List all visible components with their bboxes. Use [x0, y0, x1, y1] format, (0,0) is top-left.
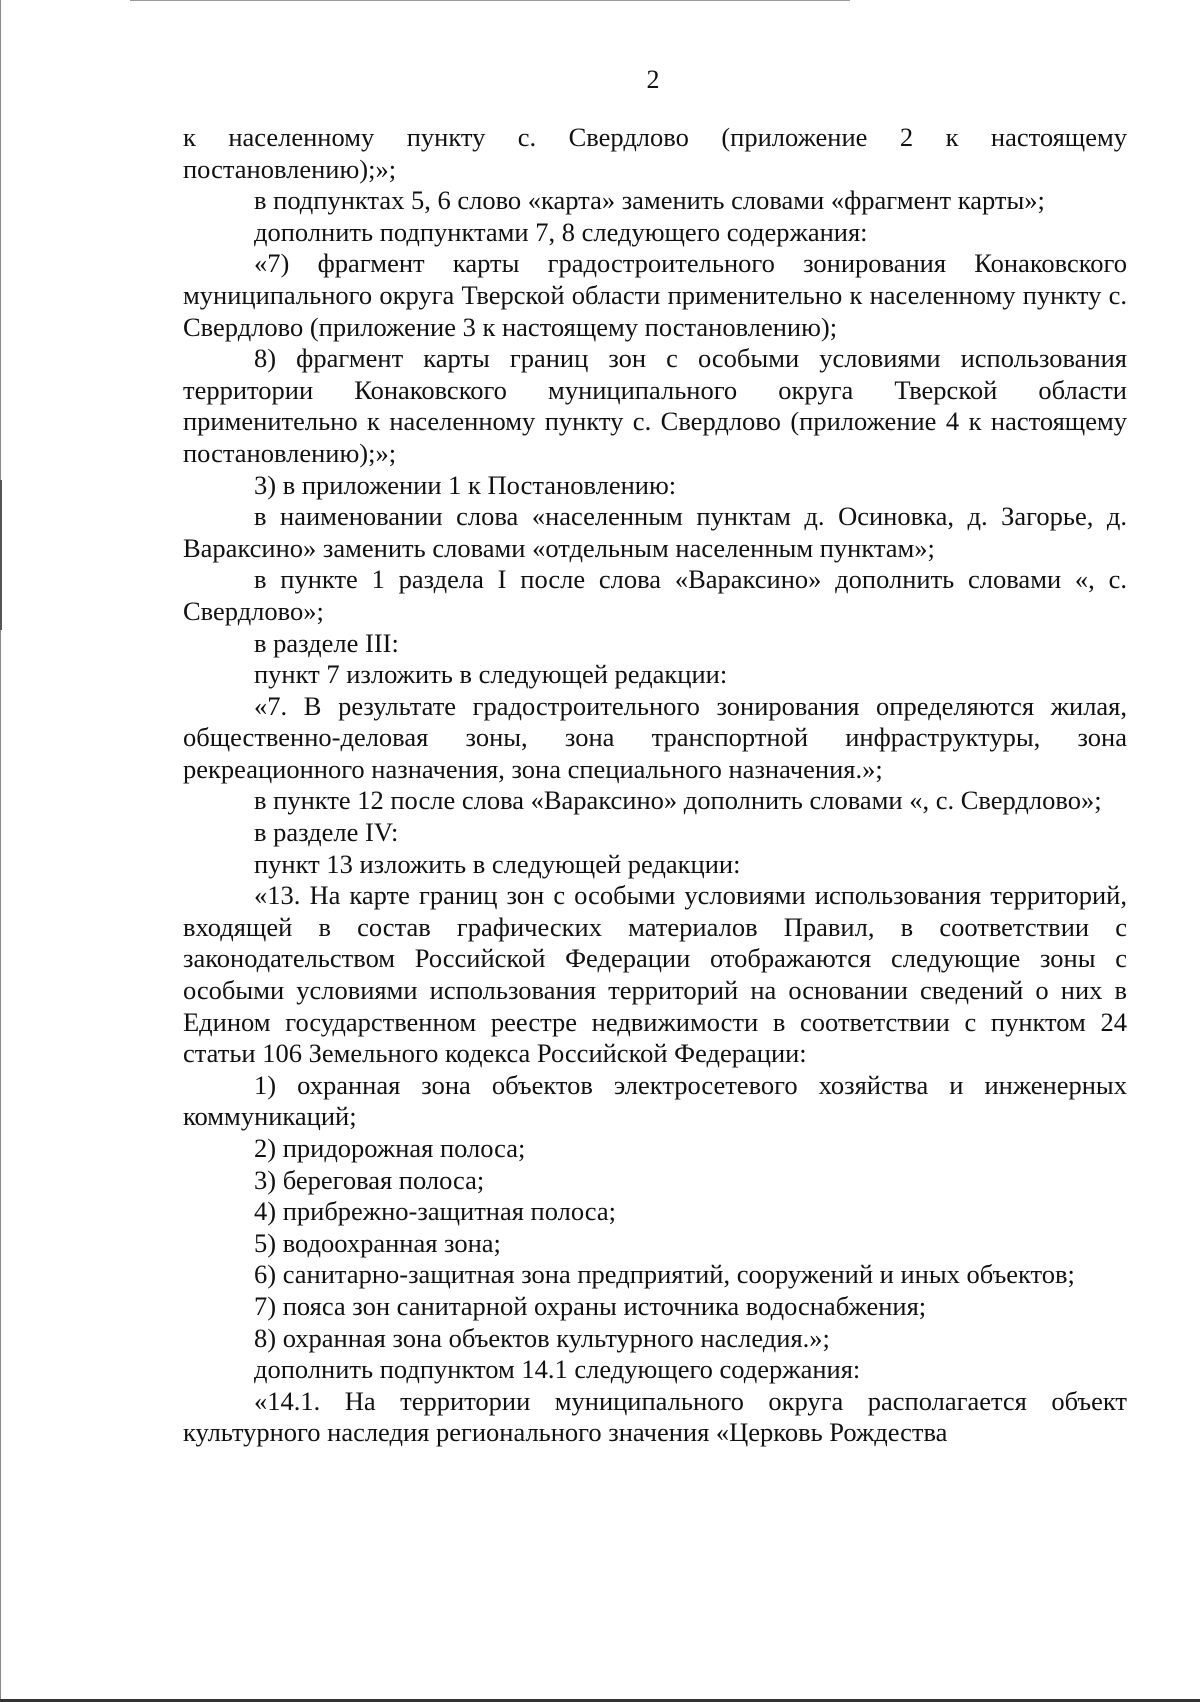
page-number: 2	[646, 65, 660, 94]
paragraph-0: к населенному пункту с. Свердлово (приложение 2 к настоящему постановлению);»;	[183, 122, 1127, 184]
paragraph-4: 8) фрагмент карты границ зон с особыми условиями использования территории Конаковского муниципального округа Тверской области применительно к населенному пункту с. Свердлово (приложение 4 к настоящему постановлению);»;	[183, 343, 1127, 468]
list-item-7: 7) пояса зон санитарной охраны источника водоснабжения;	[254, 1290, 927, 1321]
paragraph-23: дополнить подпунктом 14.1 следующего содержания:	[254, 1354, 861, 1385]
scan-edge-left	[0, 0, 1, 1702]
paragraph-12: в разделе IV:	[254, 817, 399, 848]
paragraph-5: 3) в приложении 1 к Постановлению:	[254, 469, 677, 500]
scan-edge-top	[130, 0, 850, 1]
paragraph-1: в подпунктах 5, 6 слово «карта» заменить словами «фрагмент карты»;	[254, 185, 1045, 216]
paragraph-9: пункт 7 изложить в следующей редакции:	[254, 659, 728, 690]
list-item-5: 5) водоохранная зона;	[254, 1227, 501, 1258]
list-item-1: 1) охранная зона объектов электросетевого хозяйства и инженерных коммуникаций;	[183, 1069, 1127, 1132]
list-item-6: 6) санитарно-защитная зона предприятий, сооружений и иных объектов;	[254, 1259, 1075, 1290]
paragraph-2: дополнить подпунктами 7, 8 следующего содержания:	[254, 216, 868, 247]
list-item-8: 8) охранная зона объектов культурного наследия.»;	[254, 1322, 830, 1353]
paragraph-11: в пункте 12 после слова «Вараксино» дополнить словами «, с. Свердлово»;	[254, 785, 1102, 816]
list-item-4: 4) прибрежно-защитная полоса;	[254, 1196, 616, 1227]
paragraph-24: «14.1. На территории муниципального округа располагается объект культурного наследия регионального значения «Церковь Рождества	[183, 1385, 1127, 1448]
scan-edge-mark	[0, 480, 2, 630]
paragraph-8: в разделе III:	[254, 627, 399, 658]
paragraph-14: «13. На карте границ зон с особыми условиями использования территорий, входящей в состав графических материалов Правил, в соответствии с законодательством Российской Федерации отображаются следующие зоны с особыми условиями использования территорий на основании сведений о них в Едином государственном реестре недвижимости в соответствии с пунктом 24 статьи 106 Земельного кодекса Российской Федерации:	[183, 880, 1127, 1069]
list-item-3: 3) береговая полоса;	[254, 1164, 485, 1195]
paragraph-10: «7. В результате градостроительного зонирования определяются жилая, общественно-деловая зоны, зона транспортной инфраструктуры, зона рекреационного назначения, зона специального назначения.»;	[183, 690, 1127, 784]
paragraph-7: в пункте 1 раздела I после слова «Вараксино» дополнить словами «, с. Свердлово»;	[183, 564, 1127, 626]
document-body	[183, 122, 1127, 1449]
paragraph-13: пункт 13 изложить в следующей редакции:	[254, 848, 741, 879]
list-item-2: 2) придорожная полоса;	[254, 1133, 526, 1163]
paragraph-6: в наименовании слова «населенным пунктам д. Осиновка, д. Загорье, д. Вараксино» заменить словами «отдельным населенным пунктам»;	[183, 501, 1127, 563]
paragraph-3: «7) фрагмент карты градостроительного зонирования Конаковского муниципального округа Тверской области применительно к населенному пункту с. Свердлово (приложение 3 к настоящему постановлению);	[183, 248, 1127, 342]
